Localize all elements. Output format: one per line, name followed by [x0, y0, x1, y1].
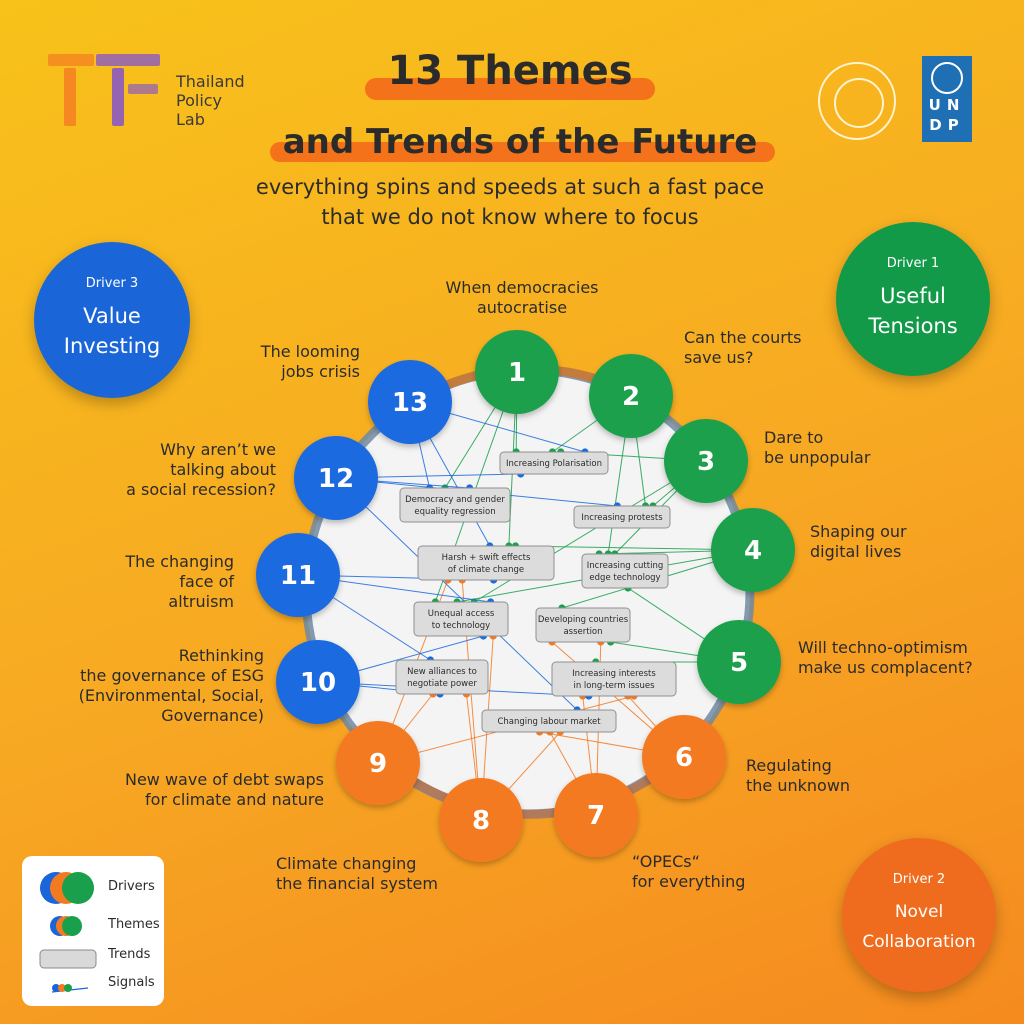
theme-number: 9 — [368, 749, 388, 779]
theme-circle-10 — [276, 640, 360, 724]
theme-label-11 — [110, 552, 234, 612]
legend-themes-label: Themes — [108, 917, 160, 932]
theme-label-line: for climate and nature — [145, 790, 324, 809]
theme-label-line: The changing — [125, 552, 234, 571]
theme-label-line: Will techno-optimism — [798, 638, 968, 657]
theme-label-line: Can the courts — [684, 328, 802, 347]
theme-label-line: the unknown — [746, 776, 851, 795]
theme-label-5 — [798, 638, 1018, 678]
trend-label: to technology — [431, 621, 491, 631]
theme-label-line: the financial system — [276, 874, 438, 893]
trend-box — [414, 602, 508, 636]
legend — [22, 856, 164, 1006]
theme-label-line: Dare to — [764, 428, 824, 447]
trend-box — [482, 710, 616, 732]
trend-label: New alliances to — [407, 667, 477, 677]
theme-label-line: save us? — [684, 348, 754, 367]
theme-label-line: make us complacent? — [798, 658, 973, 677]
trend-label: Democracy and gender — [405, 495, 505, 505]
trend-label: Increasing cutting — [586, 561, 664, 571]
theme-number: 10 — [299, 668, 337, 698]
trend-label: of climate change — [447, 565, 525, 575]
trend-label: Changing labour market — [497, 717, 601, 727]
trend-box — [582, 554, 668, 588]
trend-box — [552, 662, 676, 696]
theme-label-line: Governance) — [161, 706, 264, 725]
theme-label-line: a social recession? — [126, 480, 276, 499]
theme-circle-5 — [697, 620, 781, 704]
theme-label-7 — [632, 852, 792, 892]
theme-circle-4 — [711, 508, 795, 592]
theme-label-line: be unpopular — [764, 448, 871, 467]
trend-label: Increasing interests — [572, 669, 656, 679]
theme-label-9 — [110, 770, 324, 810]
driver-3-name: Value Investing — [63, 304, 161, 358]
theme-label-2 — [684, 328, 854, 368]
theme-circle-12 — [294, 436, 378, 520]
logo-line-3: Lab — [176, 110, 205, 129]
undp-letters-bottom: DP — [929, 116, 965, 134]
theme-label-4 — [810, 522, 970, 562]
theme-number: 6 — [674, 743, 694, 773]
theme-label-6 — [746, 756, 906, 796]
theme-label-line: “OPECs“ — [632, 852, 700, 871]
theme-label-line: digital lives — [810, 542, 902, 561]
theme-number: 3 — [696, 447, 716, 477]
trend-label: equality regression — [414, 507, 496, 517]
theme-circle-8 — [439, 778, 523, 862]
legend-trend-swatch — [40, 950, 96, 968]
theme-label-line: The looming — [260, 342, 360, 361]
theme-label-line: New wave of debt swaps — [124, 770, 324, 789]
theme-label-12 — [90, 440, 276, 500]
theme-circle-6 — [642, 715, 726, 799]
legend-swatches — [32, 864, 104, 1000]
theme-label-line: When democracies — [445, 278, 599, 297]
theme-label-1 — [432, 278, 612, 318]
theme-label-line: jobs crisis — [281, 362, 360, 381]
theme-label-line: (Environmental, Social, — [78, 686, 264, 705]
theme-label-line: for everything — [632, 872, 746, 891]
theme-circle-1 — [475, 330, 559, 414]
subtitle-line-2: that we do not know where to focus — [321, 205, 699, 229]
trend-box — [574, 506, 670, 528]
theme-label-line: the governance of ESG — [80, 666, 264, 685]
logo-line-1: Thailand — [176, 72, 245, 91]
trend-label: Unequal access — [427, 609, 495, 619]
undp-letters-top: UN — [928, 96, 966, 114]
theme-label-line: Rethinking — [178, 646, 264, 665]
theme-label-line: talking about — [170, 460, 276, 479]
driver-2-label: Driver 2 — [892, 872, 946, 887]
theme-label-line: Regulating — [746, 756, 832, 775]
theme-circle-9 — [336, 721, 420, 805]
theme-label-13 — [250, 342, 360, 382]
page-title: 13 Themes — [387, 48, 633, 94]
theme-number: 11 — [279, 561, 317, 591]
theme-label-line: Climate changing — [276, 854, 417, 873]
driver-2-name: Novel Collaboration — [862, 902, 976, 952]
trend-label: edge technology — [589, 573, 661, 583]
theme-label-line: autocratise — [476, 298, 568, 317]
trend-label: Developing countries — [537, 615, 629, 625]
trend-label: Increasing protests — [581, 513, 663, 523]
driver-1-name: Useful Tensions — [868, 284, 958, 338]
legend-signals-label: Signals — [108, 975, 155, 990]
trend-box — [396, 660, 488, 694]
legend-drivers-label: Drivers — [108, 879, 155, 894]
theme-circle-2 — [589, 354, 673, 438]
theme-label-8 — [276, 854, 476, 894]
driver-3-label: Driver 3 — [85, 276, 139, 291]
trend-box — [400, 488, 510, 522]
theme-number: 8 — [471, 806, 491, 836]
trend-label: in long-term issues — [573, 681, 655, 691]
trend-box — [418, 546, 554, 580]
subtitle-line-1: everything spins and speeds at such a fast pace — [255, 175, 765, 199]
legend-theme-swatch — [62, 916, 82, 936]
legend-driver-green-swatch — [62, 872, 94, 904]
theme-label-line: Why aren’t we — [160, 440, 276, 459]
trend-label: negotiate power — [407, 679, 477, 689]
trend-label: Increasing Polarisation — [506, 459, 602, 469]
theme-label-10 — [50, 646, 264, 726]
theme-label-line: face of altruism — [168, 572, 234, 611]
legend-signal-swatch — [64, 984, 72, 992]
theme-circle-13 — [368, 360, 452, 444]
theme-label-3 — [764, 428, 924, 468]
legend-trends-label: Trends — [108, 947, 151, 962]
theme-number: 5 — [729, 648, 749, 678]
driver-1-label: Driver 1 — [886, 256, 940, 271]
theme-circle-11 — [256, 533, 340, 617]
trend-label: Harsh + swift effects — [441, 553, 531, 563]
trend-label: assertion — [563, 627, 603, 637]
theme-circle-3 — [664, 419, 748, 503]
theme-circle-7 — [554, 773, 638, 857]
theme-number: 1 — [507, 358, 527, 388]
theme-number: 12 — [317, 464, 355, 494]
logo-line-2: Policy — [176, 91, 223, 110]
trend-box — [500, 452, 608, 474]
theme-number: 4 — [743, 536, 763, 566]
theme-label-line: Shaping our — [810, 522, 907, 541]
theme-number: 2 — [621, 382, 641, 412]
page-title-line-2: and Trends of the Future — [282, 122, 758, 162]
theme-number: 7 — [586, 801, 606, 831]
theme-number: 13 — [391, 388, 429, 418]
trend-box — [536, 608, 630, 642]
